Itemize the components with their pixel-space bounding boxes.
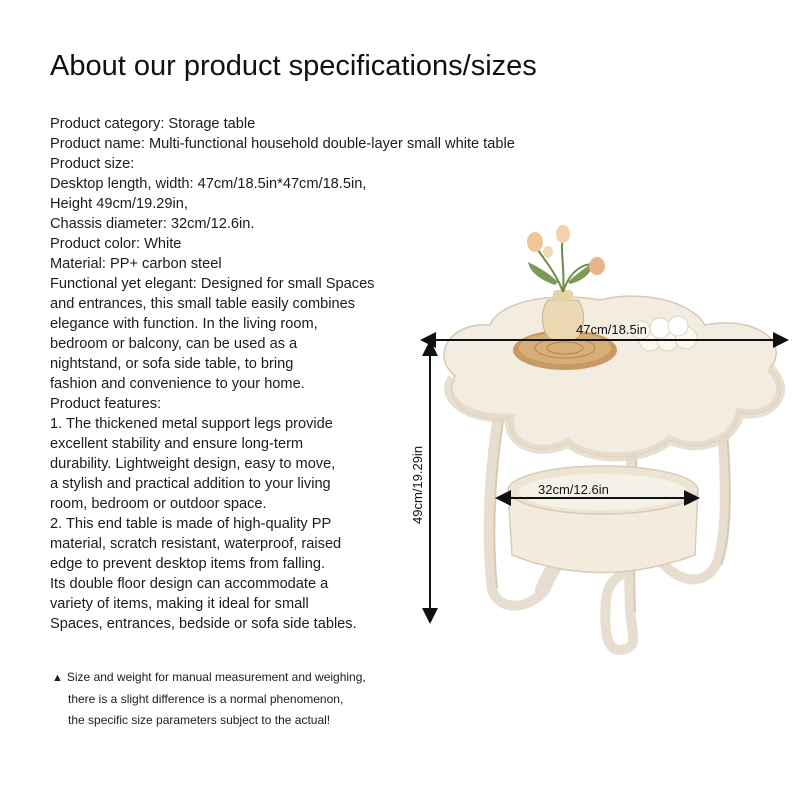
width-label: 47cm/18.5in	[576, 322, 647, 337]
spec-line: Product color: White	[50, 236, 182, 252]
spec-line: Product size:	[50, 156, 135, 172]
spec-line: durability. Lightweight design, easy to move,	[50, 456, 336, 472]
spec-line: nightstand, or sofa side table, to bring	[50, 356, 294, 372]
spec-line: Chassis diameter: 32cm/12.6in.	[50, 216, 255, 232]
page-title: About our product specifications/sizes	[50, 50, 537, 82]
height-label: 49cm/19.29in	[410, 445, 425, 524]
table-illustration	[405, 220, 800, 660]
spec-line: material, scratch resistant, waterproof, raised	[50, 536, 342, 552]
height-dimension	[410, 342, 430, 622]
spec-line: Product name: Multi-functional household double-layer small white table	[50, 136, 515, 152]
spec-line: variety of items, making it ideal for small	[50, 596, 309, 612]
spec-line: excellent stability and ensure long-term	[50, 436, 304, 452]
chassis-label: 32cm/12.6in	[538, 482, 609, 497]
spec-line: a stylish and practical addition to your living	[50, 476, 331, 492]
spec-line: Material: PP+ carbon steel	[50, 256, 222, 272]
spec-line: Its double floor design can accommodate a	[50, 576, 329, 592]
tulip-flowers	[527, 225, 605, 292]
spec-line: room, bedroom or outdoor space.	[50, 496, 267, 512]
spec-line: and entrances, this small table easily combines	[50, 296, 356, 312]
spec-line: Desktop length, width: 47cm/18.5in*47cm/18.5in,	[50, 176, 367, 192]
spec-line: Height 49cm/19.29in,	[50, 196, 188, 212]
spec-line: Product category: Storage table	[50, 116, 256, 132]
spec-line: Product features:	[50, 396, 162, 412]
spec-line: Functional yet elegant: Designed for small Spaces	[50, 276, 375, 292]
spec-line: 1. The thickened metal support legs provide	[50, 416, 333, 432]
note-line: the specific size parameters subject to the actual!	[68, 713, 331, 727]
note-line: Size and weight for manual measurement and weighing,	[66, 670, 366, 684]
spec-line: Spaces, entrances, bedside or sofa side tables.	[50, 616, 357, 632]
measurement-note	[52, 667, 366, 731]
note-line: there is a slight difference is a normal phenomenon,	[68, 692, 344, 706]
spec-line: fashion and convenience to your home.	[50, 376, 305, 392]
spec-line: elegance with function. In the living room,	[50, 316, 318, 332]
spec-line: bedroom or balcony, can be used as a	[50, 336, 298, 352]
triangle-up-icon: ▲	[52, 672, 63, 684]
spec-line: 2. This end table is made of high-quality PP	[50, 516, 332, 532]
spec-line: edge to prevent desktop items from falling.	[50, 556, 325, 572]
